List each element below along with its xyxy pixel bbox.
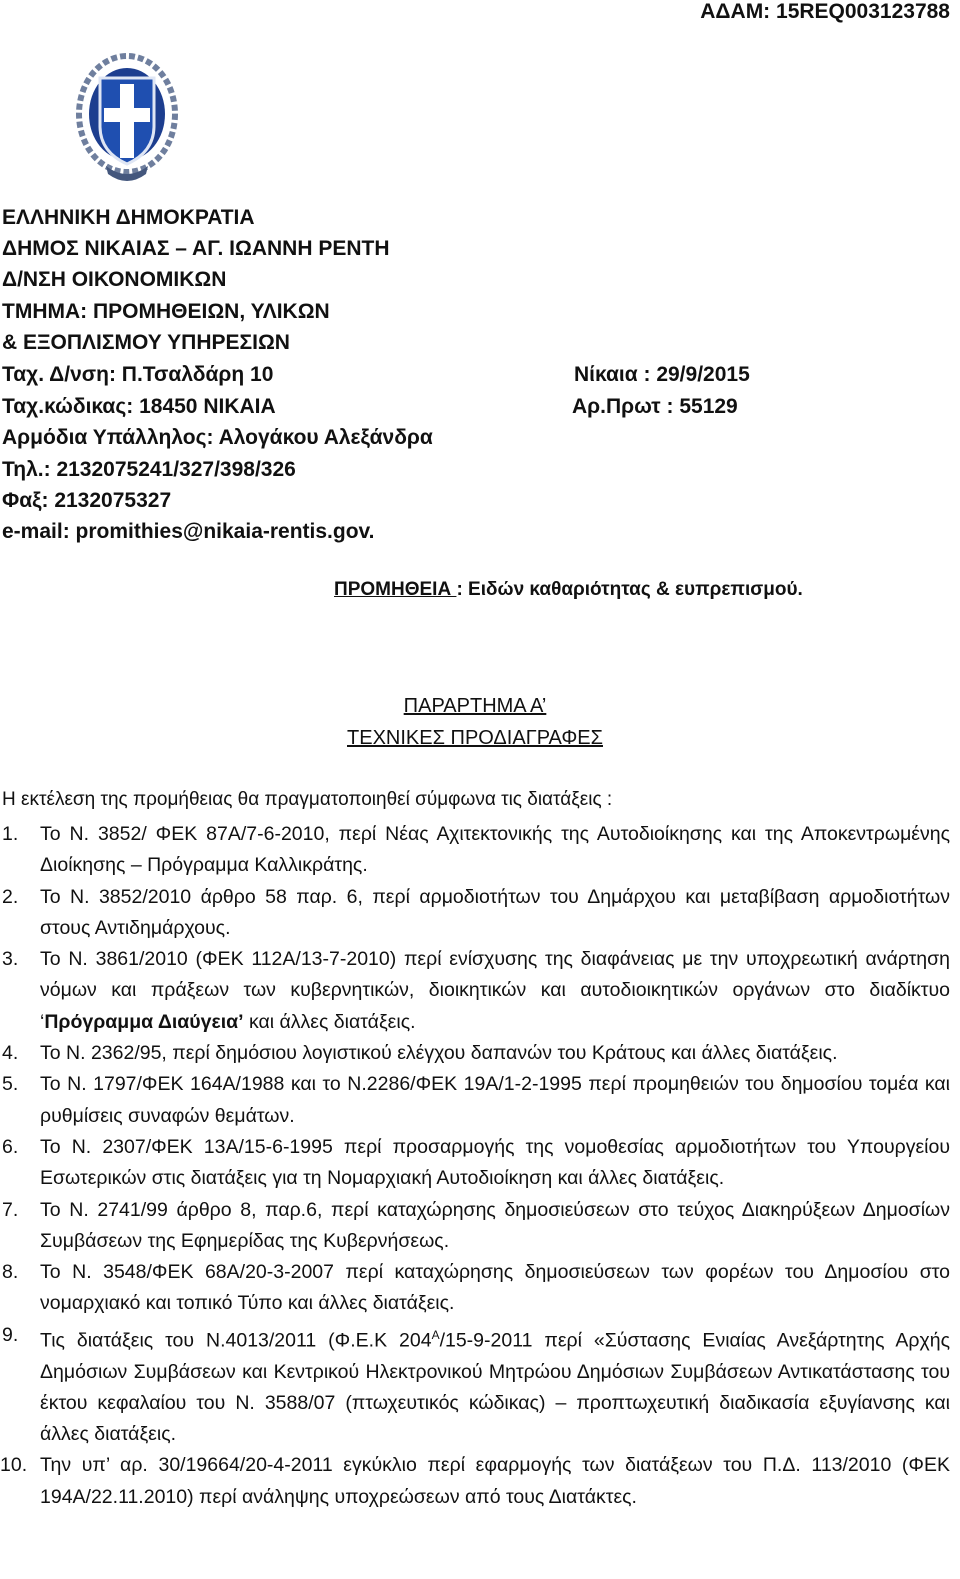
item-number: 10.	[0, 1454, 28, 1477]
item-text: Το Ν. 3852/2010 άρθρο 58 παρ. 6, περί αρμοδιοτήτων του Δημάρχου και μεταβίβαση αρμοδιοτήτων στους Αντιδημάρχους.	[40, 885, 950, 939]
list-item	[0, 819, 950, 882]
item-number: 1.	[2, 823, 19, 845]
item-text	[40, 944, 950, 1038]
item-number: 2.	[2, 885, 19, 908]
item-text: Το Ν. 2362/95, περί δημόσιου λογιστικού ελέγχου δαπανών του Κράτους και άλλες διατάξεις.	[40, 1042, 838, 1065]
item-text: Το Ν. 1797/ΦΕΚ 164Α/1988 και το Ν.2286/ΦΕΚ 19Α/1-2-1995 περί προμηθειών του δημοσίου τομέα και ρυθμίσεις συναφών θεμάτων.	[40, 1073, 950, 1127]
item-text: Το Ν. 3548/ΦΕΚ 68Α/20-3-2007 περί καταχώρησης δημοσιεύσεων των φορέων του Δημοσίου στο νομαρχιακό και τοπικό Τύπο και άλλες διατάξεις.	[40, 1261, 950, 1315]
header-line-3: Δ/ΝΣΗ ΟΙΚΟΝΟΜΙΚΩΝ	[2, 268, 227, 291]
item-text-bold: Πρόγραμμα Διαύγεια’	[44, 1010, 244, 1033]
header-line-11: e-mail: promithies@nikaia-rentis.gov.	[2, 520, 375, 543]
annex-title: ΠΑΡΑΡΤΗΜΑ Α’	[403, 695, 547, 717]
item-text-part: Το Ν. 3861/2010 (ΦΕΚ 112Α/13-7-2010) περί ενίσχυσης της διαφάνειας με την υποχρεωτική ανάρτηση νόμων και πράξεων των κυβερνητικών, διοικητικών και αυτοδιοικητικών οργάνων στο διαδίκτυο ‘	[40, 948, 950, 1033]
item-text: Την υπ’ αρ. 30/19664/20-4-2011 εγκύκλιο περί εφαρμογής των διατάξεων του Π.Δ. 113/2010 (ΦΕΚ 194Α/22.11.2010) περί ανάληψης υποχρεώσεων από τους Διατάκτες.	[40, 1454, 950, 1508]
list-item	[0, 1038, 950, 1069]
subject-label: ΠΡΟΜΗΘΕΙΑ	[334, 579, 457, 600]
subject-text: : Ειδών καθαριότητας & ευπρεπισμού.	[456, 579, 803, 600]
item-text: Το Ν. 2741/99 άρθρο 8, παρ.6, περί καταχώρησης δημοσιεύσεων στο τεύχος Διακηρύξεων Δημοσίων Συμβάσεων της Εφημερίδας της Κυβερνήσεως.	[40, 1198, 950, 1252]
protocol-number: Αρ.Πρωτ : 55129	[572, 395, 738, 418]
item-superscript: Α	[431, 1327, 440, 1342]
header-line-8: Αρμόδια Υπάλληλος: Αλογάκου Αλεξάνδρα	[2, 426, 433, 449]
list-item	[0, 1257, 950, 1320]
header-line-4: ΤΜΗΜΑ: ΠΡΟΜΗΘΕΙΩΝ, ΥΛΙΚΩΝ	[2, 300, 330, 323]
header-line-9: Τηλ.: 2132075241/327/398/326	[2, 458, 296, 481]
procurement-subject	[334, 578, 803, 602]
list-item	[0, 1069, 950, 1132]
header-line-7: Ταχ.κώδικας: 18450 ΝΙΚΑΙΑ	[2, 395, 276, 418]
list-item	[0, 944, 950, 1038]
header-line-5: & ΕΞΟΠΛΙΣΜΟΥ ΥΠΗΡΕΣΙΩΝ	[2, 331, 290, 354]
provisions-list	[0, 819, 950, 1513]
document-date: Νίκαια : 29/9/2015	[574, 363, 750, 386]
item-text-part: και άλλες διατάξεις.	[243, 1010, 416, 1033]
item-number: 5.	[2, 1073, 19, 1096]
greek-coat-of-arms-emblem	[76, 48, 178, 188]
item-text: Το Ν. 2307/ΦΕΚ 13Α/15-6-1995 περί προσαρμογής της νομοθεσίας αρμοδιοτήτων του Υπουργείου Εσωτερικών στις διατάξεις για τη Νομαρχιακή Αυτοδιοίκηση και άλλες διατάξεις.	[40, 1135, 950, 1190]
annex-subtitle: ΤΕΧΝΙΚΕΣ ΠΡΟΔΙΑΓΡΑΦΕΣ	[347, 727, 603, 749]
item-number: 8.	[2, 1261, 19, 1284]
header-line-6: Ταχ. Δ/νση: Π.Τσαλδάρη 10	[2, 363, 274, 386]
item-number: 3.	[2, 948, 19, 971]
list-item	[0, 1132, 950, 1195]
header-line-2: ΔΗΜΟΣ ΝΙΚΑΙΑΣ – ΑΓ. ΙΩΑΝΝΗ ΡΕΝΤΗ	[2, 237, 390, 260]
ada-code: ΑΔΑΜ: 15REQ003123788	[700, 0, 950, 23]
item-text	[40, 1320, 950, 1451]
item-text: Το Ν. 3852/ ΦΕΚ 87Α/7-6-2010, περί Νέας Αχιτεκτονικής της Αυτοδιοίκησης και της Αποκεντρωμένης Διοίκησης – Πρόγραμμα Καλλικράτης.	[40, 823, 950, 877]
item-text-part: /15-9-2011 περί «Σύστασης Ενιαίας Ανεξάρτητης Αρχής Δημόσιων Συμβάσεων και Κεντρικού Ηλεκτρονικού Μητρώου Δημόσιων Συμβάσεων Αντικατάστασης του έκτου κεφαλαίου του Ν. 3588/07 (πτωχευτικός κώδικας) – προπτωχευτική διαδικασία εξυγίανσης και άλλες διατάξεις.	[40, 1329, 950, 1446]
list-item	[0, 1450, 950, 1513]
item-number: 4.	[2, 1042, 19, 1065]
intro-text: Η εκτέλεση της προμήθειας θα πραγματοποιηθεί σύμφωνα τις διατάξεις :	[2, 789, 613, 810]
list-item	[0, 1320, 950, 1451]
item-number: 6.	[2, 1135, 19, 1158]
item-text-part: Τις διατάξεις του Ν.4013/2011 (Φ.Ε.Κ 204	[40, 1329, 432, 1352]
list-item	[0, 882, 950, 945]
list-item	[0, 1195, 950, 1258]
header-line-10: Φαξ: 2132075327	[2, 489, 172, 512]
item-number: 9.	[2, 1323, 19, 1346]
header-line-1: ΕΛΛΗΝΙΚΗ ΔΗΜΟΚΡΑΤΙΑ	[2, 206, 255, 229]
item-number: 7.	[2, 1198, 19, 1221]
